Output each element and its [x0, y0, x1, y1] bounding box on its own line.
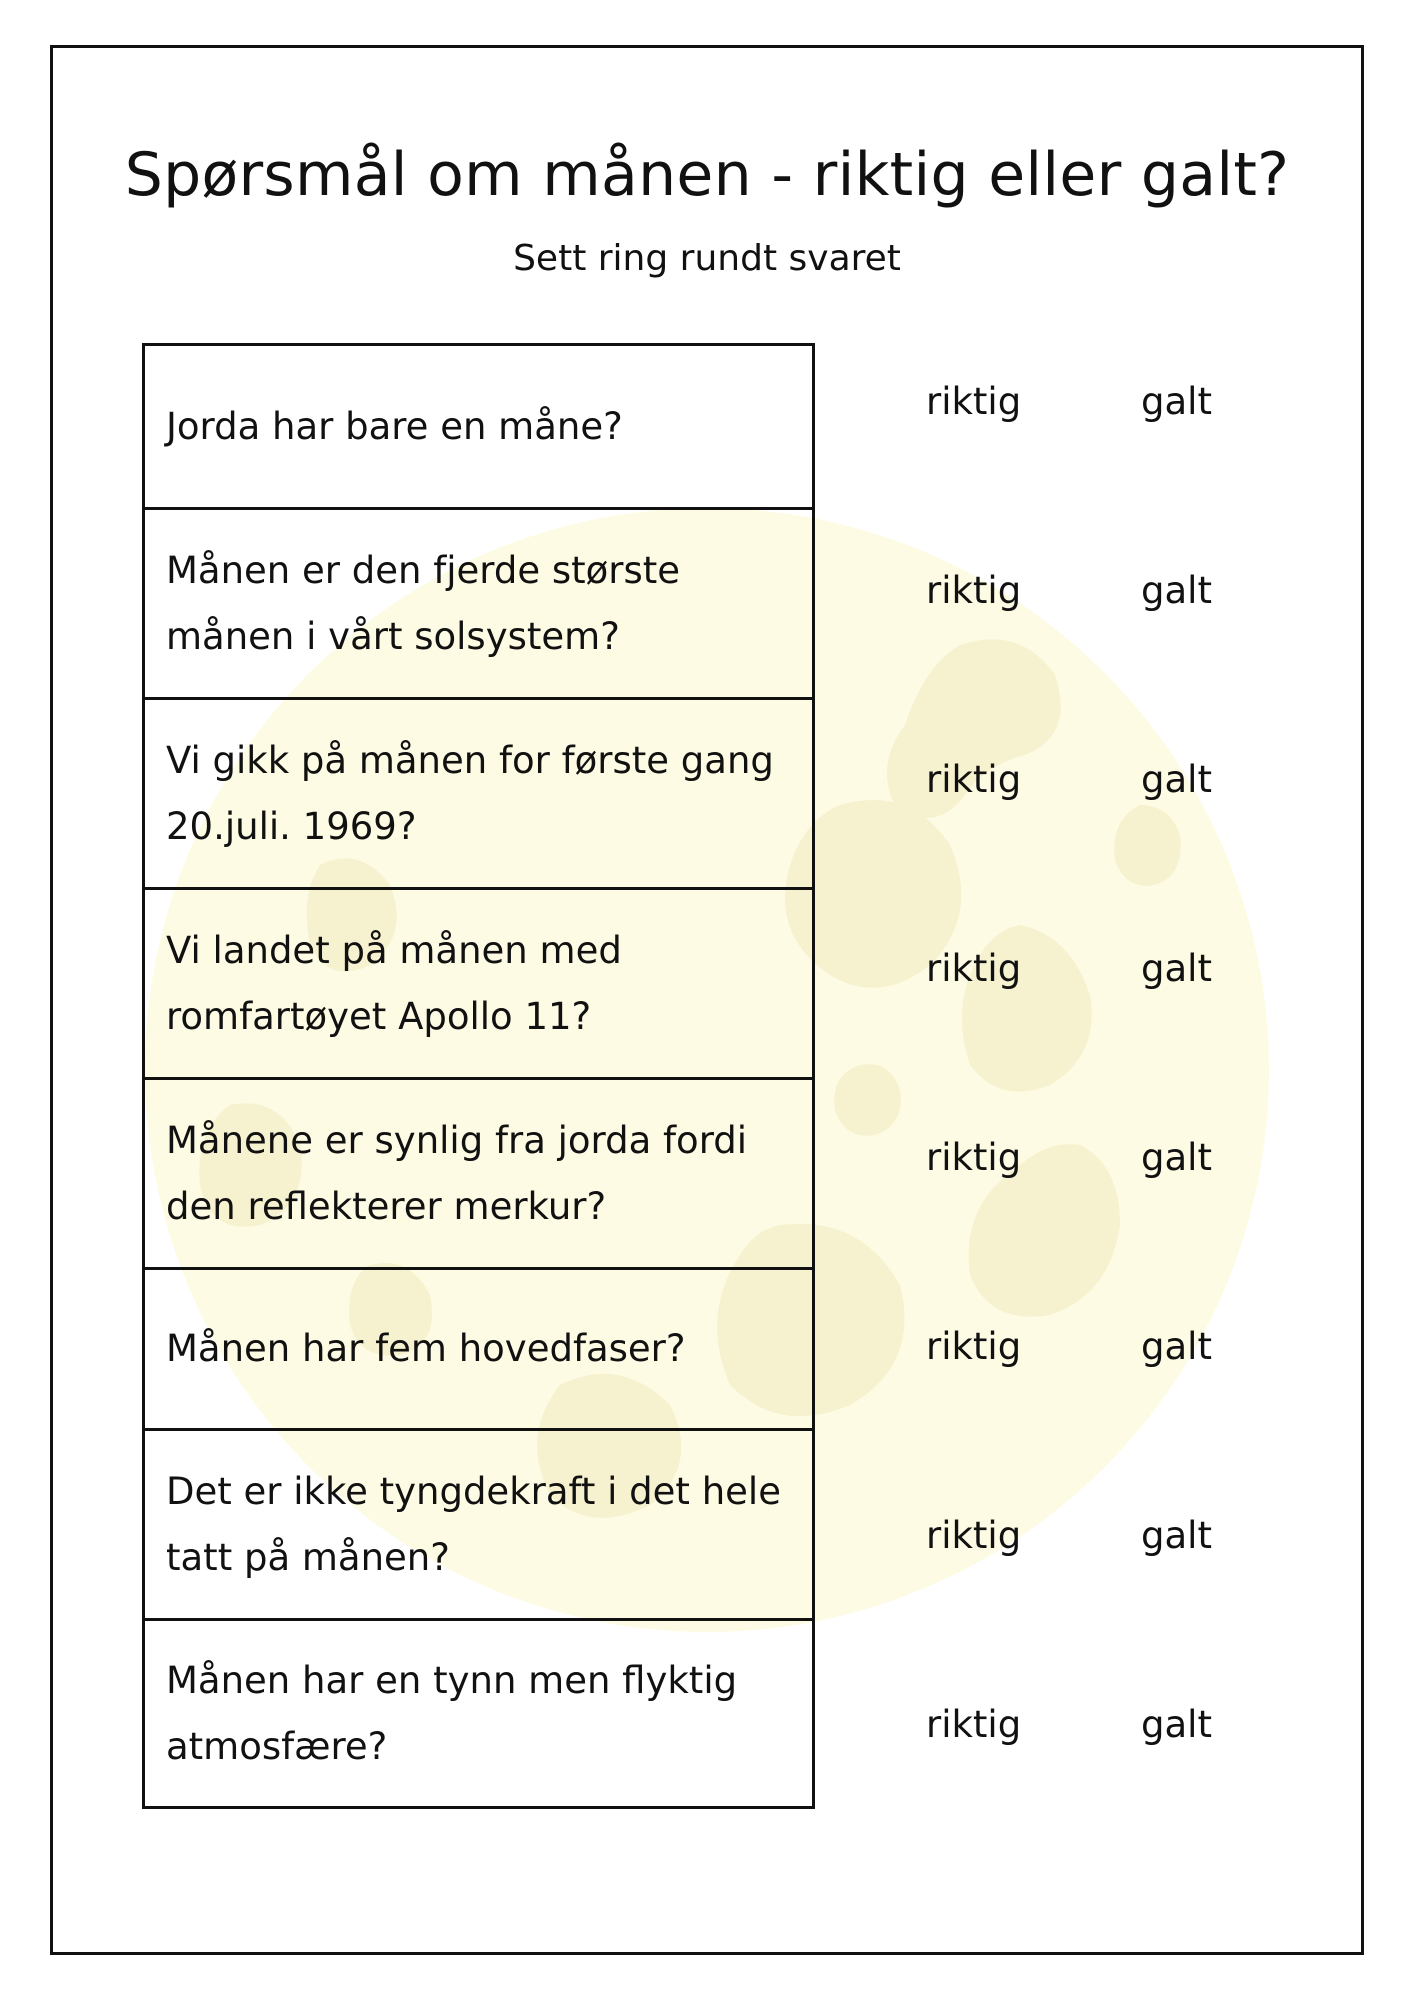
question-cell [145, 1267, 812, 1428]
answer-riktig[interactable]: riktig [926, 947, 1022, 990]
answer-galt[interactable]: galt [1141, 1703, 1212, 1746]
answer-galt[interactable]: galt [1141, 1136, 1212, 1179]
answer-galt[interactable]: galt [1141, 947, 1212, 990]
question-cell [145, 346, 812, 507]
question-text: Vi landet på månen med romfartøyet Apollo 11? [166, 928, 622, 1038]
answer-riktig[interactable]: riktig [926, 569, 1022, 612]
question-cell [145, 697, 812, 887]
question-text: Jorda har bare en måne? [166, 404, 623, 448]
question-text: Månen har fem hovedfaser? [166, 1327, 686, 1371]
answer-galt[interactable]: galt [1141, 1325, 1212, 1368]
answer-riktig[interactable]: riktig [926, 1325, 1022, 1368]
answer-riktig[interactable]: riktig [926, 1136, 1022, 1179]
answer-galt[interactable]: galt [1141, 569, 1212, 612]
answer-galt[interactable]: galt [1141, 1514, 1212, 1557]
question-text: Månene er synlig fra jorda fordi den reflekterer merkur? [166, 1118, 748, 1228]
worksheet-title: Spørsmål om månen - riktig eller galt? [124, 140, 1290, 210]
question-cell [145, 887, 812, 1077]
question-cell [145, 507, 812, 697]
question-text: Det er ikke tyngdekraft i det hele tatt på månen? [166, 1469, 781, 1579]
answer-riktig[interactable]: riktig [926, 1514, 1022, 1557]
questions-table [142, 343, 815, 1809]
question-cell [145, 1618, 812, 1806]
answer-galt[interactable]: galt [1141, 380, 1212, 423]
question-text: Månen har en tynn men flyktig atmosfære? [166, 1658, 738, 1768]
question-cell [145, 1428, 812, 1618]
worksheet-subtitle: Sett ring rundt svaret [513, 238, 901, 279]
answer-riktig[interactable]: riktig [926, 380, 1022, 423]
question-cell [145, 1077, 812, 1267]
answer-galt[interactable]: galt [1141, 758, 1212, 801]
question-text: Vi gikk på månen for første gang 20.juli. 1969? [166, 738, 774, 848]
answer-riktig[interactable]: riktig [926, 758, 1022, 801]
question-text: Månen er den fjerde største månen i vårt solsystem? [166, 548, 681, 658]
answer-riktig[interactable]: riktig [926, 1703, 1022, 1746]
